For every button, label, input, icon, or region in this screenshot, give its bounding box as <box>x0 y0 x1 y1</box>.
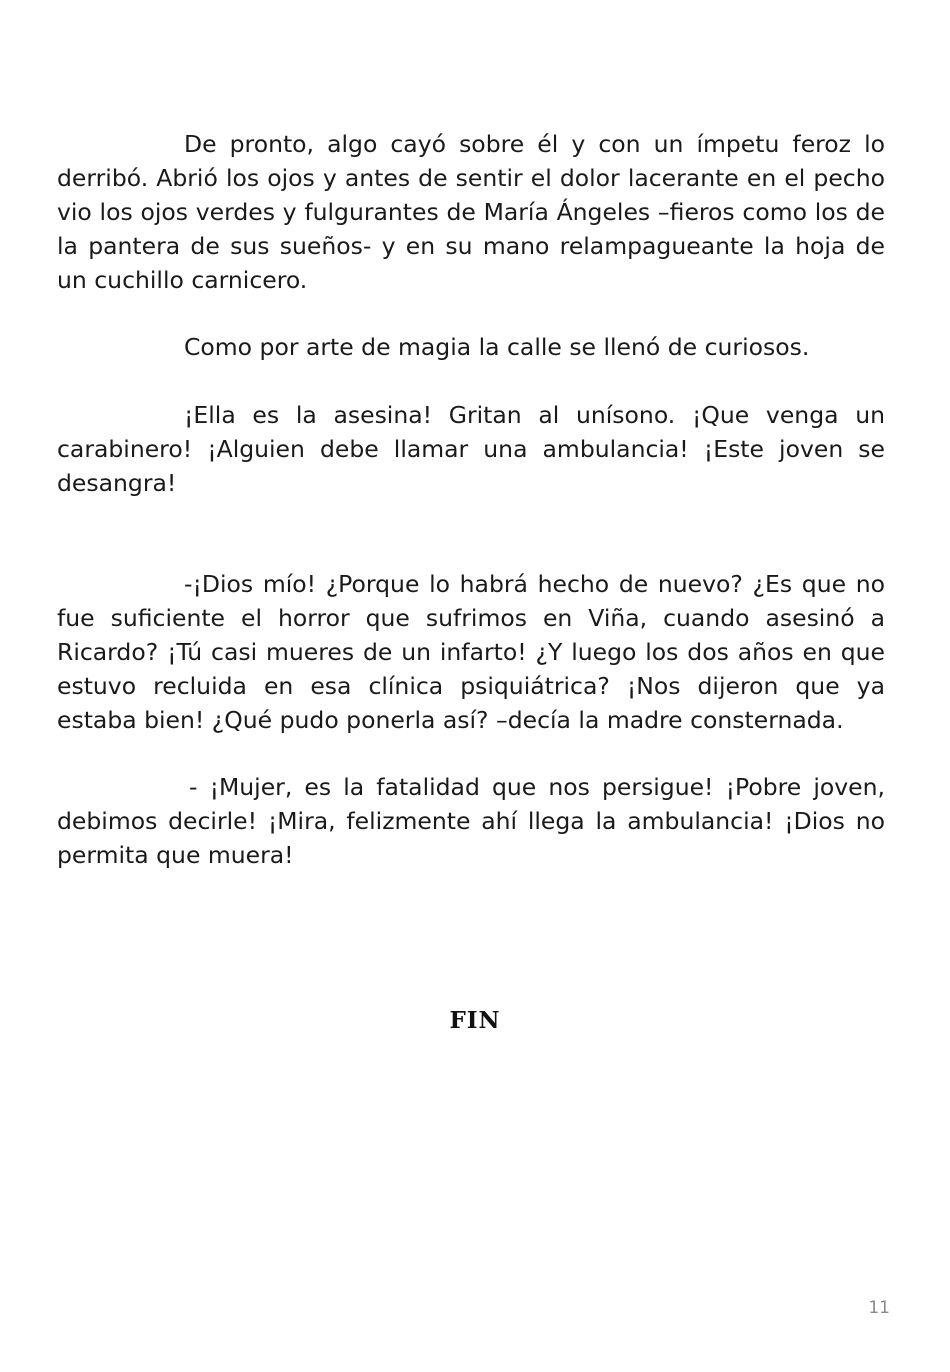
paragraph-1: De pronto, algo cayó sobre él y con un ímpetu feroz lo derribó. Abrió los ojos y antes de sentir el dolor lacerante en el pecho vio los ojos verdes y fulgurantes de María Ángeles –fieros como los de la pantera de sus sueños- y en su mano relampagueante la hoja de un cuchillo carnicero. <box>57 130 885 294</box>
paragraph-4: -¡Dios mío! ¿Porque lo habrá hecho de nuevo? ¿Es que no fue suficiente el horror que sufrimos en Viña, cuando asesinó a Ricardo? ¡Tú casi mueres de un infarto! ¿Y luego los dos años en que estuvo recluida en esa clínica psiquiátrica? ¡Nos dijeron que ya estaba bien! ¿Qué pudo ponerla así? –decía la madre consternada. <box>57 570 885 734</box>
end-mark: FIN <box>449 1007 501 1034</box>
page-number: 11 <box>868 1298 890 1318</box>
paragraph-3: ¡Ella es la asesina! Gritan al unísono. ¡Que venga un carabinero! ¡Alguien debe llamar una ambulancia! ¡Este joven se desangra! <box>57 401 885 497</box>
paragraph-2: Como por arte de magia la calle se llenó de curiosos. <box>184 333 810 361</box>
paragraph-5: - ¡Mujer, es la fatalidad que nos persigue! ¡Pobre joven, debimos decirle! ¡Mira, felizmente ahí llega la ambulancia! ¡Dios no permita que muera! <box>57 773 885 869</box>
